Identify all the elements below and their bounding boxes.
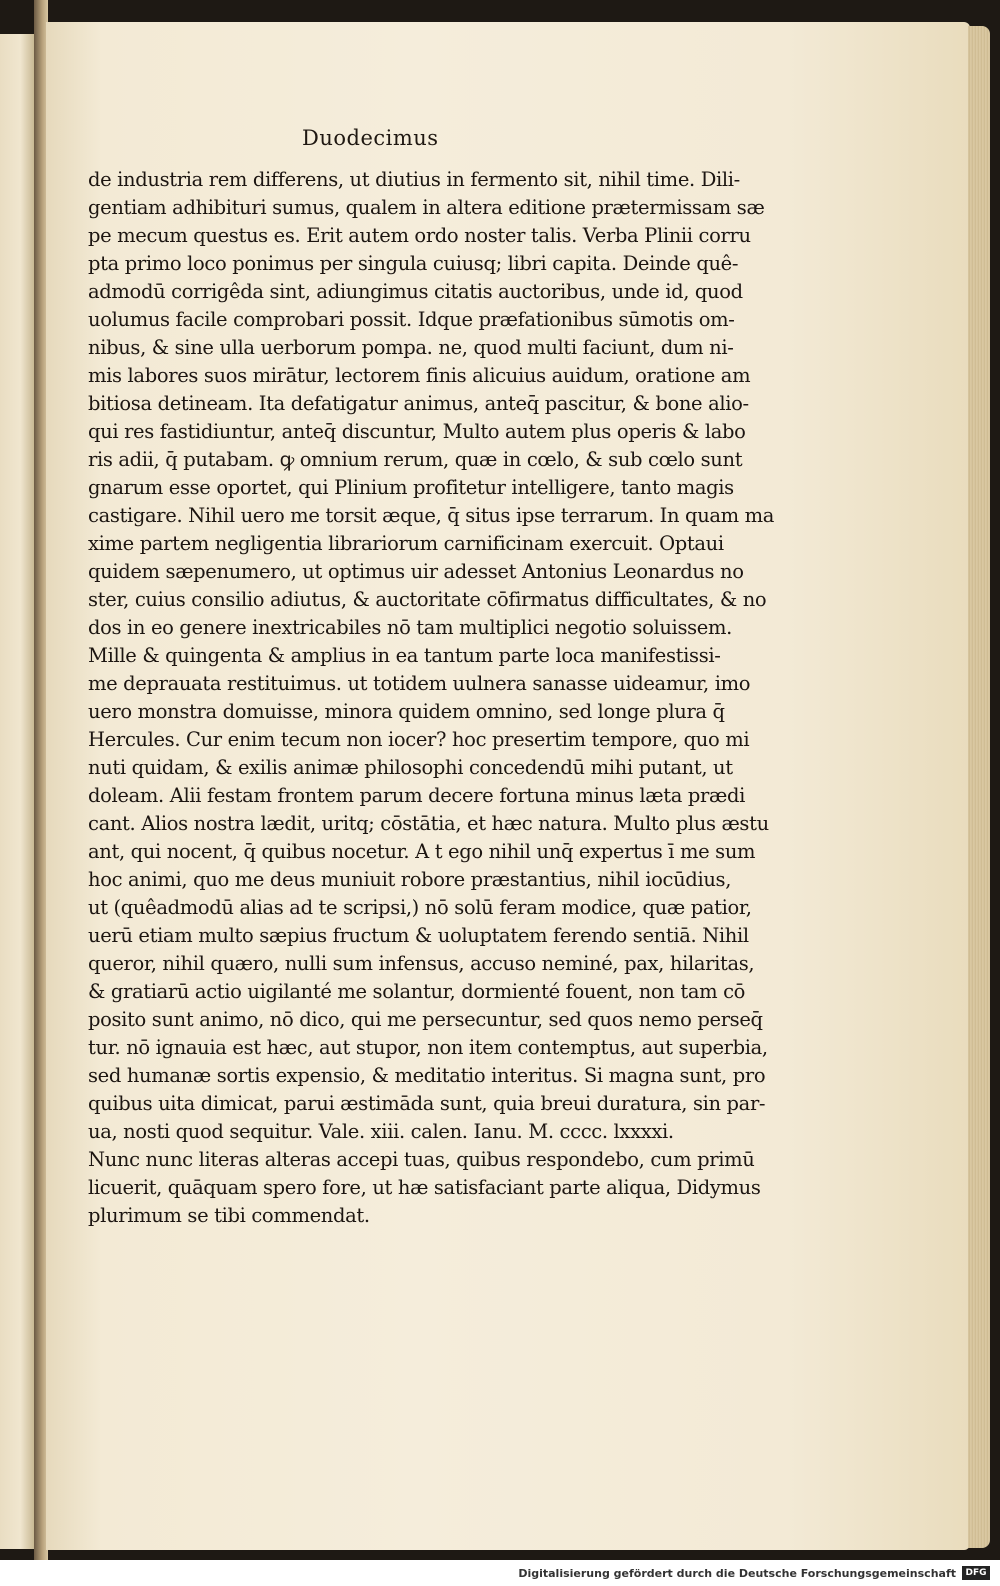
text-line: nibus, & sine ulla uerborum pompa. ne, quod multi faciunt, dum ni-: [88, 336, 734, 359]
text-line: doleam. Alii festam frontem parum decere fortuna minus læta prædi: [88, 784, 745, 807]
text-line: queror, nihil quæro, nulli sum infensus, accuso neminé, pax, hilaritas,: [88, 952, 755, 975]
text-line: licuerit, quāquam spero fore, ut hæ satisfaciant parte aliqua, Didymus: [88, 1176, 761, 1199]
text-line: quibus uita dimicat, parui æstimāda sunt, quia breui duratura, sin par-: [88, 1092, 766, 1115]
text-line: mis labores suos mirātur, lectorem finis alicuius auidum, oratione am: [88, 364, 751, 387]
text-line: xime partem negligentia librariorum carnificinam exercuit. Optaui: [88, 532, 724, 555]
text-line: gentiam adhibituri sumus, qualem in altera editione prætermissam sæ: [88, 196, 765, 219]
text-line: admodū corrigêda sint, adiungimus citatis auctoribus, unde id, quod: [88, 280, 743, 303]
text-line: gnarum esse oportet, qui Plinium profitetur intelligere, tanto magis: [88, 476, 734, 499]
text-line: pta primo loco ponimus per singula cuiusq; libri capita. Deinde quê-: [88, 252, 739, 275]
text-line: nuti quidam, & exilis animæ philosophi concedendū mihi putant, ut: [88, 756, 733, 779]
text-line: ster, cuius consilio adiutus, & auctoritate cōfirmatus difficultates, & no: [88, 588, 767, 611]
text-line: ua, nosti quod sequitur. Vale. xiii. calen. Ianu. M. cccc. lxxxxi.: [88, 1120, 674, 1143]
running-head: Duodecimus: [302, 126, 439, 150]
text-line: me deprauata restituimus. ut totidem uulnera sanasse uideamur, imo: [88, 672, 751, 695]
text-line: dos in eo genere inextricabiles nō tam multiplici negotio soluissem.: [88, 616, 732, 639]
text-line: cant. Alios nostra lædit, uritq; cōstātia, et hæc natura. Multo plus æstu: [88, 812, 769, 835]
text-line: Hercules. Cur enim tecum non iocer? hoc presertim tempore, quo mi: [88, 728, 750, 751]
text-line: uerū etiam multo sæpius fructum & uoluptatem ferendo sentiā. Nihil: [88, 924, 749, 947]
funding-credit: Digitalisierung gefördert durch die Deutsche Forschungsgemeinschaft: [518, 1567, 956, 1580]
page-edges: [968, 26, 990, 1548]
text-line: posito sunt animo, nō dico, qui me persecuntur, sed quos nemo perseq̄: [88, 1008, 763, 1031]
text-line: Nunc nunc literas alteras accepi tuas, quibus respondebo, cum primū: [88, 1148, 755, 1171]
text-line: castigare. Nihil uero me torsit æque, q̄ situs ipse terrarum. In quam ma: [88, 504, 775, 527]
text-line: pe mecum questus es. Erit autem ordo noster talis. Verba Plinii corru: [88, 224, 751, 247]
facing-page-edge: [0, 34, 34, 1549]
text-line: de industria rem differens, ut diutius in fermento sit, nihil time. Dili-: [88, 168, 740, 191]
text-line: tur. nō ignauia est hæc, aut stupor, non item contemptus, aut superbia,: [88, 1036, 768, 1059]
dfg-logo: DFG: [962, 1566, 990, 1580]
text-line: ant, qui nocent, q̄ quibus nocetur. A t ego nihil unq̄ expertus ī me sum: [88, 840, 756, 863]
body-text: [88, 166, 775, 1230]
text-line: hoc animi, quo me deus muniuit robore præstantius, nihil iocūdius,: [88, 868, 732, 891]
text-line: & gratiarū actio uigilanté me solantur, dormienté fouent, non tam cō: [88, 980, 746, 1003]
text-line: bitiosa detineam. Ita defatigatur animus, anteq̄ pascitur, & bone alio-: [88, 392, 749, 415]
text-line: sed humanæ sortis expensio, & meditatio interitus. Si magna sunt, pro: [88, 1064, 766, 1087]
text-line: Mille & quingenta & amplius in ea tantum parte loca manifestissi-: [88, 644, 721, 667]
text-line: plurimum se tibi commendat.: [88, 1204, 370, 1227]
text-line: uero monstra domuisse, minora quidem omnino, sed longe plura q̄: [88, 700, 725, 723]
text-line: ut (quêadmodū alias ad te scripsi,) nō solū feram modice, quæ patior,: [88, 896, 752, 919]
text-line: quidem sæpenumero, ut optimus uir adesset Antonius Leonardus no: [88, 560, 744, 583]
text-line: ris adii, q̄ putabam. ꝙ omnium rerum, quæ in cœlo, & sub cœlo sunt: [88, 448, 743, 471]
text-line: qui res fastidiuntur, anteq̄ discuntur, Multo autem plus operis & labo: [88, 420, 746, 443]
text-line: uolumus facile comprobari possit. Idque præfationibus sūmotis om-: [88, 308, 735, 331]
